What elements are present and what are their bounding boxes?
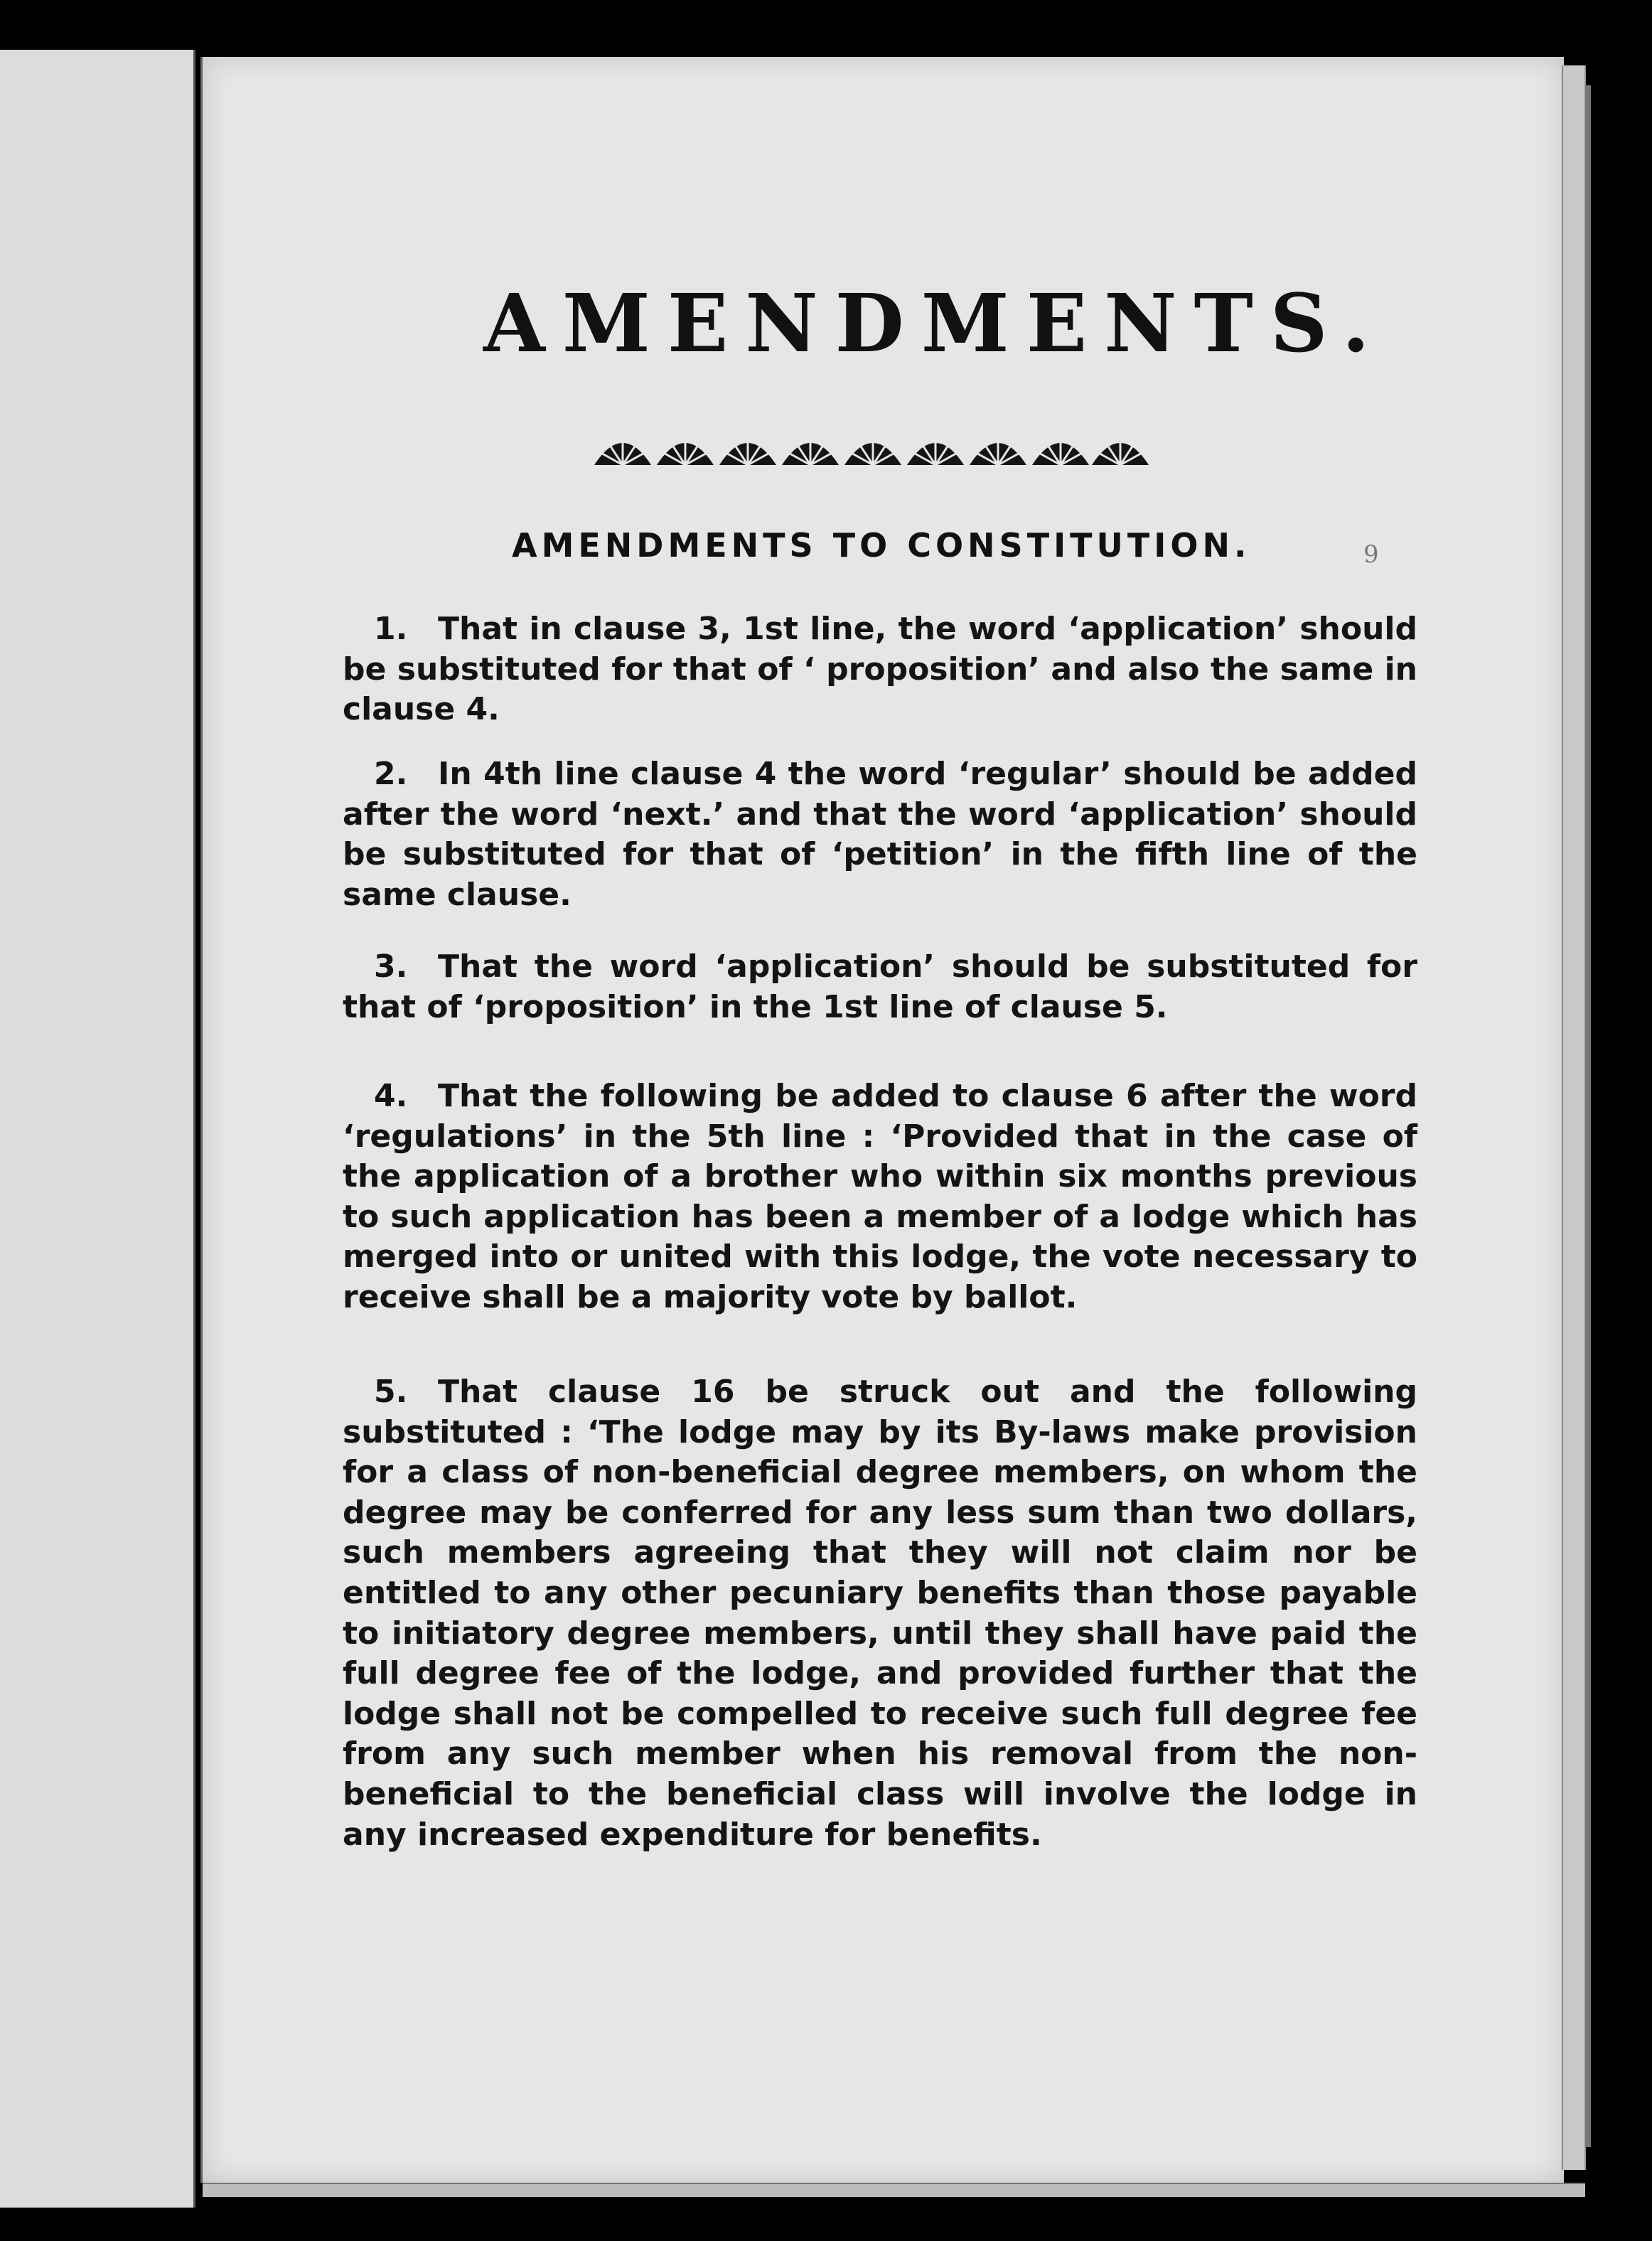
amendment-text: That the word ‘application’ should be substituted for that of ‘proposition’ in the 1st line of clause 5. <box>343 948 1417 1025</box>
page-bottom-edge <box>203 2183 1585 2197</box>
amendment-paragraph-4 <box>343 1076 1417 1318</box>
amendment-number: 4. <box>374 1078 408 1114</box>
margin-page-mark: 9 <box>1363 540 1379 569</box>
amendment-paragraph-1 <box>343 609 1417 730</box>
amendment-text: That in clause 3, 1st line, the word ‘application’ should be substituted for that of ‘ proposition’ and also the same in clause 4. <box>343 611 1417 728</box>
fleuron-border-icon <box>589 424 1150 469</box>
amendment-number: 5. <box>374 1374 408 1410</box>
amendment-text: In 4th line clause 4 the word ‘regular’ should be added after the word ‘next.’ and that the word ‘application’ should be substituted for that of ‘petition’ in the fifth line of the same clause. <box>343 756 1417 913</box>
page-title: AMENDMENTS. <box>483 277 1387 370</box>
amendment-text: That the following be added to clause 6 after the word ‘regulations’ in the 5th line : ‘Provided that in the case of the application of a brother who within six months previous to such application has been a member of a lodge which has merged into or united with this lodge, the vote necessary to receive shall be a majority vote by ballot. <box>343 1078 1417 1315</box>
amendment-paragraph-3 <box>343 947 1417 1027</box>
amendment-number: 3. <box>374 948 408 985</box>
amendment-number: 2. <box>374 756 408 792</box>
page-edge-stack <box>1562 65 1586 2170</box>
amendment-paragraph-2 <box>343 754 1417 915</box>
amendment-text: That clause 16 be struck out and the following substituted : ‘The lodge may by its By-laws make provision for a class of non-beneficial degree members, on whom the degree may be conferred for any less sum than two dollars, such members agreeing that they will not claim nor be entitled to any other pecuniary benefits than those payable to initiatory degree members, until they shall have paid the full degree fee of the lodge, and provided further that the lodge shall not be compelled to receive such full degree fee from any such member when his removal from the non-beneficial to the beneficial class will involve the lodge in any increased expenditure for benefits. <box>343 1374 1417 1853</box>
section-heading: AMENDMENTS TO CONSTITUTION. <box>512 526 1251 565</box>
left-page-leaf <box>0 50 195 2208</box>
amendment-number: 1. <box>374 611 408 647</box>
amendment-paragraph-5 <box>343 1372 1417 1855</box>
page-edge-shadow <box>1585 85 1591 2147</box>
